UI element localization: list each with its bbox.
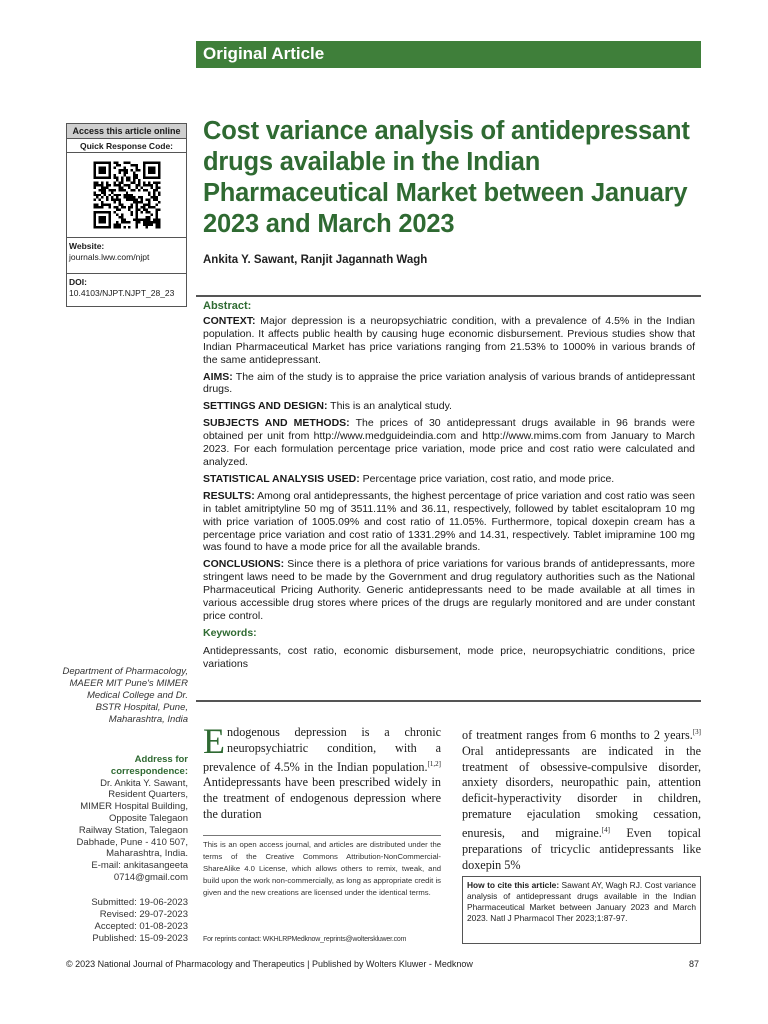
- open-access-rule: [203, 835, 441, 836]
- citation-ref[interactable]: [1,2]: [427, 759, 441, 768]
- abstract-conclusions: CONCLUSIONS: Since there is a plethora of price variations for various brands of antidepressants, more stringent laws need to be made by the Government and drug regulatory authorities such as the National Pharmaceutical Pricing Authority. Generic antidepressants need to be made available at all times in various accessible drug stores where prices of the drugs are regularly monitored and are under constant price control.: [203, 558, 695, 622]
- abstract-heading: Abstract:: [203, 300, 252, 312]
- qr-code-icon: [91, 159, 163, 231]
- keywords: Antidepressants, cost ratio, economic disbursement, mode price, neuropsychiatric conditions, price variations: [203, 644, 695, 670]
- page-number: 87: [689, 959, 700, 969]
- corr-line[interactable]: E-mail: ankitasangeeta: [91, 860, 188, 872]
- affiliation: Department of Pharmacology, MAEER MIT Pune's MIMER Medical College and Dr. BSTR Hospital, Pune, Maharashtra, India: [62, 666, 188, 725]
- access-article-box: [66, 123, 187, 307]
- open-access-notice: This is an open access journal, and articles are distributed under the terms of the Creative Commons Attribution-NonCommercial-ShareAlike 4.0 License, which allows others to remix, tweak, and build upon the work non-commercially, as long as appropriate credit is given and the new creations are licensed under the identical terms.: [203, 840, 441, 897]
- doi-label: DOI:: [69, 277, 87, 287]
- correspondence: [62, 754, 188, 884]
- article-type-banner: Original Article: [196, 41, 701, 68]
- citation-ref[interactable]: [3]: [692, 728, 701, 736]
- doi-value[interactable]: 10.4103/NJPT.NJPT_28_23: [69, 288, 175, 299]
- doi-block: [67, 274, 186, 302]
- how-to-cite-box: [462, 876, 701, 944]
- reprints-contact: For reprints contact: WKHLRPMedknow_reprints@wolterskluwer.com: [203, 936, 407, 943]
- abstract-top-rule: [196, 295, 701, 297]
- body-column-1: Endogenous depression is a chronic neuropsychiatric condition, with a prevalence of 4.5% in the Indian population.[1,2] Antidepressants have been prescribed widely in the treatment of endogenous depression where the duration: [203, 721, 441, 822]
- citation-ref[interactable]: [4]: [601, 825, 610, 834]
- abstract-aims: AIMS: The aim of the study is to appraise the price variation analysis of various brands of antidepressant drugs.: [203, 370, 695, 396]
- website-block: [67, 238, 186, 274]
- date-revised: Revised: 29-07-2023: [99, 908, 188, 920]
- page-footer: © 2023 National Journal of Pharmacology and Therapeutics | Published by Wolters Kluwer - Medknow: [66, 959, 473, 969]
- qr-label: Quick Response Code:: [67, 139, 186, 153]
- website-label: Website:: [69, 241, 105, 251]
- corr-line: Resident Quarters,: [108, 789, 188, 801]
- qr-code[interactable]: [67, 153, 186, 238]
- keywords-heading: Keywords:: [203, 626, 257, 639]
- article-dates: [62, 897, 188, 945]
- corr-line[interactable]: 0714@gmail.com: [113, 871, 188, 883]
- corr-line: Railway Station, Talegaon: [78, 824, 188, 836]
- corr-line: Maharashtra, India.: [106, 848, 188, 860]
- abstract-context: CONTEXT: Major depression is a neuropsychiatric condition, with a prevalence of 4.5% in the Indian population. It affects public health by causing huge economic disbursement. Previous studies show that Indian Pharmaceutical Market has price variations ranging from 21.53% to 1000% in various brands of the same antidepressant.: [203, 314, 695, 366]
- abstract-results: RESULTS: Among oral antidepressants, the highest percentage of price variation and cost ratio was seen in tablet amitriptyline 50 mg of 3511.11% and 36.11, respectively, followed by tablet escitalopram 10 mg with price variation of 1005.09% and cost ratio of 11.05%. Furthermore, topical doxepin cream has a percentage price variation and cost ratio of 1331.29% and 14.31, respectively. Tablet imipramine 100 mg was found to have a mode price for all the available brands.: [203, 489, 695, 554]
- date-accepted: Accepted: 01-08-2023: [94, 920, 188, 932]
- corr-line: MIMER Hospital Building,: [80, 801, 188, 813]
- date-published: Published: 15-09-2023: [92, 932, 188, 944]
- website-link[interactable]: journals.lww.com/njpt: [69, 252, 150, 263]
- corr-line: Opposite Talegaon: [108, 812, 188, 824]
- cite-text: Sawant AY, Wagh RJ. Cost variance analysis of antidepressant drugs available in the Indian Pharmaceutical Market between January 2023 and March 2023. Natl J Pharmacol Ther 2023;1:87-97.: [467, 880, 696, 923]
- article-title: Cost variance analysis of antidepressant drugs available in the Indian Pharmaceutical Market between January 2023 and March 2023: [203, 117, 690, 238]
- corr-line: Dabhade, Pune - 410 507,: [76, 836, 188, 848]
- correspondence-heading: Address for correspondence:: [110, 754, 188, 777]
- abstract-stats: STATISTICAL ANALYSIS USED: Percentage price variation, cost ratio, and mode price.: [203, 472, 615, 485]
- abstract: [203, 300, 695, 675]
- corr-line: Dr. Ankita Y. Sawant,: [100, 777, 188, 789]
- cite-label: How to cite this article:: [467, 880, 560, 890]
- body-column-2: of treatment ranges from 6 months to 2 years.[3] Oral antidepressants are indicated in the treatment of obsessive-compulsive disorder, anxiety disorders, neuropathic pain, attention deficit-hyperactivity disorder in children, premature ejaculation smoking cessation, enuresis, and migraine.[4] Even topical preparations of tricyclic antidepressants like doxepin 5%: [462, 728, 701, 872]
- abstract-settings: SETTINGS AND DESIGN: This is an analytical study.: [203, 400, 452, 413]
- authors: Ankita Y. Sawant, Ranjit Jagannath Wagh: [203, 254, 428, 266]
- access-header: Access this article online: [67, 124, 186, 139]
- abstract-methods: SUBJECTS AND METHODS: The prices of 30 antidepressant drugs available in 96 brands were obtained per unit from http://www.medguideindia.com and http://www.mims.com from January to March 2023. For each formulation percentage price variation, mode price and cost ratio were calculated and analyzed.: [203, 417, 695, 468]
- drop-cap: E: [203, 721, 225, 761]
- abstract-bottom-rule: [196, 700, 701, 702]
- date-submitted: Submitted: 19-06-2023: [91, 897, 188, 908]
